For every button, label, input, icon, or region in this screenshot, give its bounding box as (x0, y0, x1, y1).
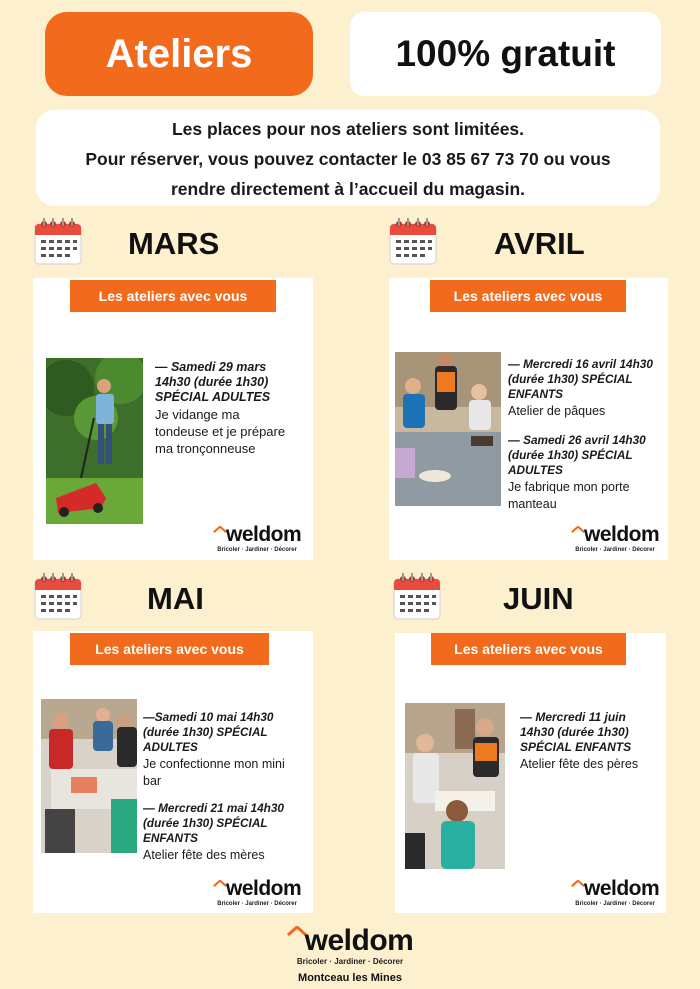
page-title: Ateliers (105, 31, 253, 76)
info-line-3: rendre directement à l’accueil du magasin. (170, 179, 526, 199)
event-desc-line: Atelier fête des mères (143, 848, 265, 862)
workshop-photo-minibar (41, 699, 137, 853)
event-audience: SPÉCIAL ADULTES (155, 390, 271, 404)
brand-logo (213, 877, 301, 907)
event-time: 14h30 (durée 1h30) (520, 725, 629, 739)
month-title-mars: MARS (128, 226, 220, 261)
event-desc-line: ma tronçonneuse (155, 441, 256, 456)
event-desc (143, 756, 313, 790)
event-desc (143, 847, 313, 864)
event-desc-line: Je fabrique mon porte (508, 480, 630, 494)
event-desc (508, 403, 668, 420)
workshop-photo-lawnmower (46, 358, 143, 524)
calendar-icon (388, 216, 438, 266)
event-date: — Samedi 26 avril 14h30 (508, 433, 646, 447)
brand-tagline: Bricoler · Jardiner · Décorer (217, 901, 297, 907)
workshop-photo-easter (395, 352, 501, 506)
event-avril-1 (508, 357, 668, 420)
house-roof-icon (213, 880, 227, 891)
brand-name: weldom (304, 924, 414, 957)
brand-name: weldom (226, 877, 302, 900)
brand-name: weldom (584, 877, 660, 900)
event-time: 14h30 (durée 1h30) (155, 375, 269, 389)
month-card-mars (33, 278, 313, 560)
event-desc-line: Je vidange ma (155, 407, 240, 422)
event-desc-line: tondeuse et je prépare (155, 424, 286, 439)
info-line-1: Les places pour nos ateliers sont limitées. (171, 119, 525, 139)
title-pill (45, 12, 313, 96)
event-time: (durée 1h30) SPÉCIAL (143, 816, 268, 830)
event-juin-1 (520, 710, 666, 773)
card-banner: Les ateliers avec vous (431, 633, 626, 665)
event-desc-line: Atelier de pâques (508, 404, 606, 418)
event-date: — Mercredi 21 mai 14h30 (143, 801, 284, 815)
house-roof-icon (287, 926, 307, 942)
brand-tagline: Bricoler · Jardiner · Décorer (575, 901, 655, 907)
event-avril-2 (508, 433, 668, 513)
event-audience: ENFANTS (508, 387, 564, 401)
month-card-avril (389, 278, 668, 560)
brand-logo (571, 523, 659, 553)
event-date: —Samedi 10 mai 14h30 (143, 710, 274, 724)
event-time: (durée 1h30) SPÉCIAL (508, 372, 633, 386)
brand-logo (213, 523, 301, 553)
house-roof-icon (571, 526, 585, 537)
event-desc-line: manteau (508, 497, 557, 511)
info-box (36, 110, 660, 206)
event-desc-line: Atelier fête des pères (520, 757, 639, 771)
calendar-icon (33, 216, 83, 266)
event-date: — Mercredi 11 juin (520, 710, 626, 724)
brand-name: weldom (226, 523, 302, 546)
event-mai-2 (143, 801, 313, 864)
event-audience: ADULTES (143, 740, 198, 754)
month-card-mai (33, 631, 313, 913)
free-badge (350, 12, 661, 96)
event-date: — Mercredi 16 avril 14h30 (508, 357, 653, 371)
workshop-photo-fathers-day (405, 703, 505, 869)
brand-logo (571, 877, 659, 907)
event-date: — Samedi 29 mars (155, 360, 267, 374)
calendar-icon (392, 571, 442, 621)
month-title-avril: AVRIL (494, 226, 585, 261)
event-time: (durée 1h30) SPÉCIAL (508, 448, 633, 462)
brand-tagline: Bricoler · Jardiner · Décorer (296, 957, 404, 966)
card-banner: Les ateliers avec vous (70, 280, 276, 312)
card-banner: Les ateliers avec vous (430, 280, 626, 312)
house-roof-icon (213, 526, 227, 537)
month-title-juin: JUIN (503, 581, 574, 616)
event-desc (155, 406, 310, 457)
event-audience: ENFANTS (143, 831, 199, 845)
event-desc (520, 756, 666, 773)
house-roof-icon (571, 880, 585, 891)
event-mars-1 (155, 360, 310, 457)
event-audience: ADULTES (508, 463, 563, 477)
store-location: Montceau les Mines (298, 972, 402, 984)
free-badge-text: 100% gratuit (395, 33, 616, 74)
brand-tagline: Bricoler · Jardiner · Décorer (217, 547, 297, 553)
calendar-icon (33, 571, 83, 621)
brand-name: weldom (584, 523, 660, 546)
month-title-mai: MAI (147, 581, 204, 616)
event-desc-line: bar (143, 774, 162, 788)
event-desc (508, 479, 668, 513)
info-line-2: Pour réserver, vous pouvez contacter le 03 85 67 73 70 ou vous (85, 149, 611, 169)
month-card-juin (395, 633, 666, 913)
event-audience: SPÉCIAL ENFANTS (520, 740, 632, 754)
event-desc-line: Je confectionne mon mini (143, 757, 285, 771)
card-banner: Les ateliers avec vous (70, 633, 269, 665)
footer-brand-logo (280, 926, 420, 966)
brand-tagline: Bricoler · Jardiner · Décorer (575, 547, 655, 553)
event-time: (durée 1h30) SPÉCIAL (143, 725, 268, 739)
event-mai-1 (143, 710, 313, 790)
